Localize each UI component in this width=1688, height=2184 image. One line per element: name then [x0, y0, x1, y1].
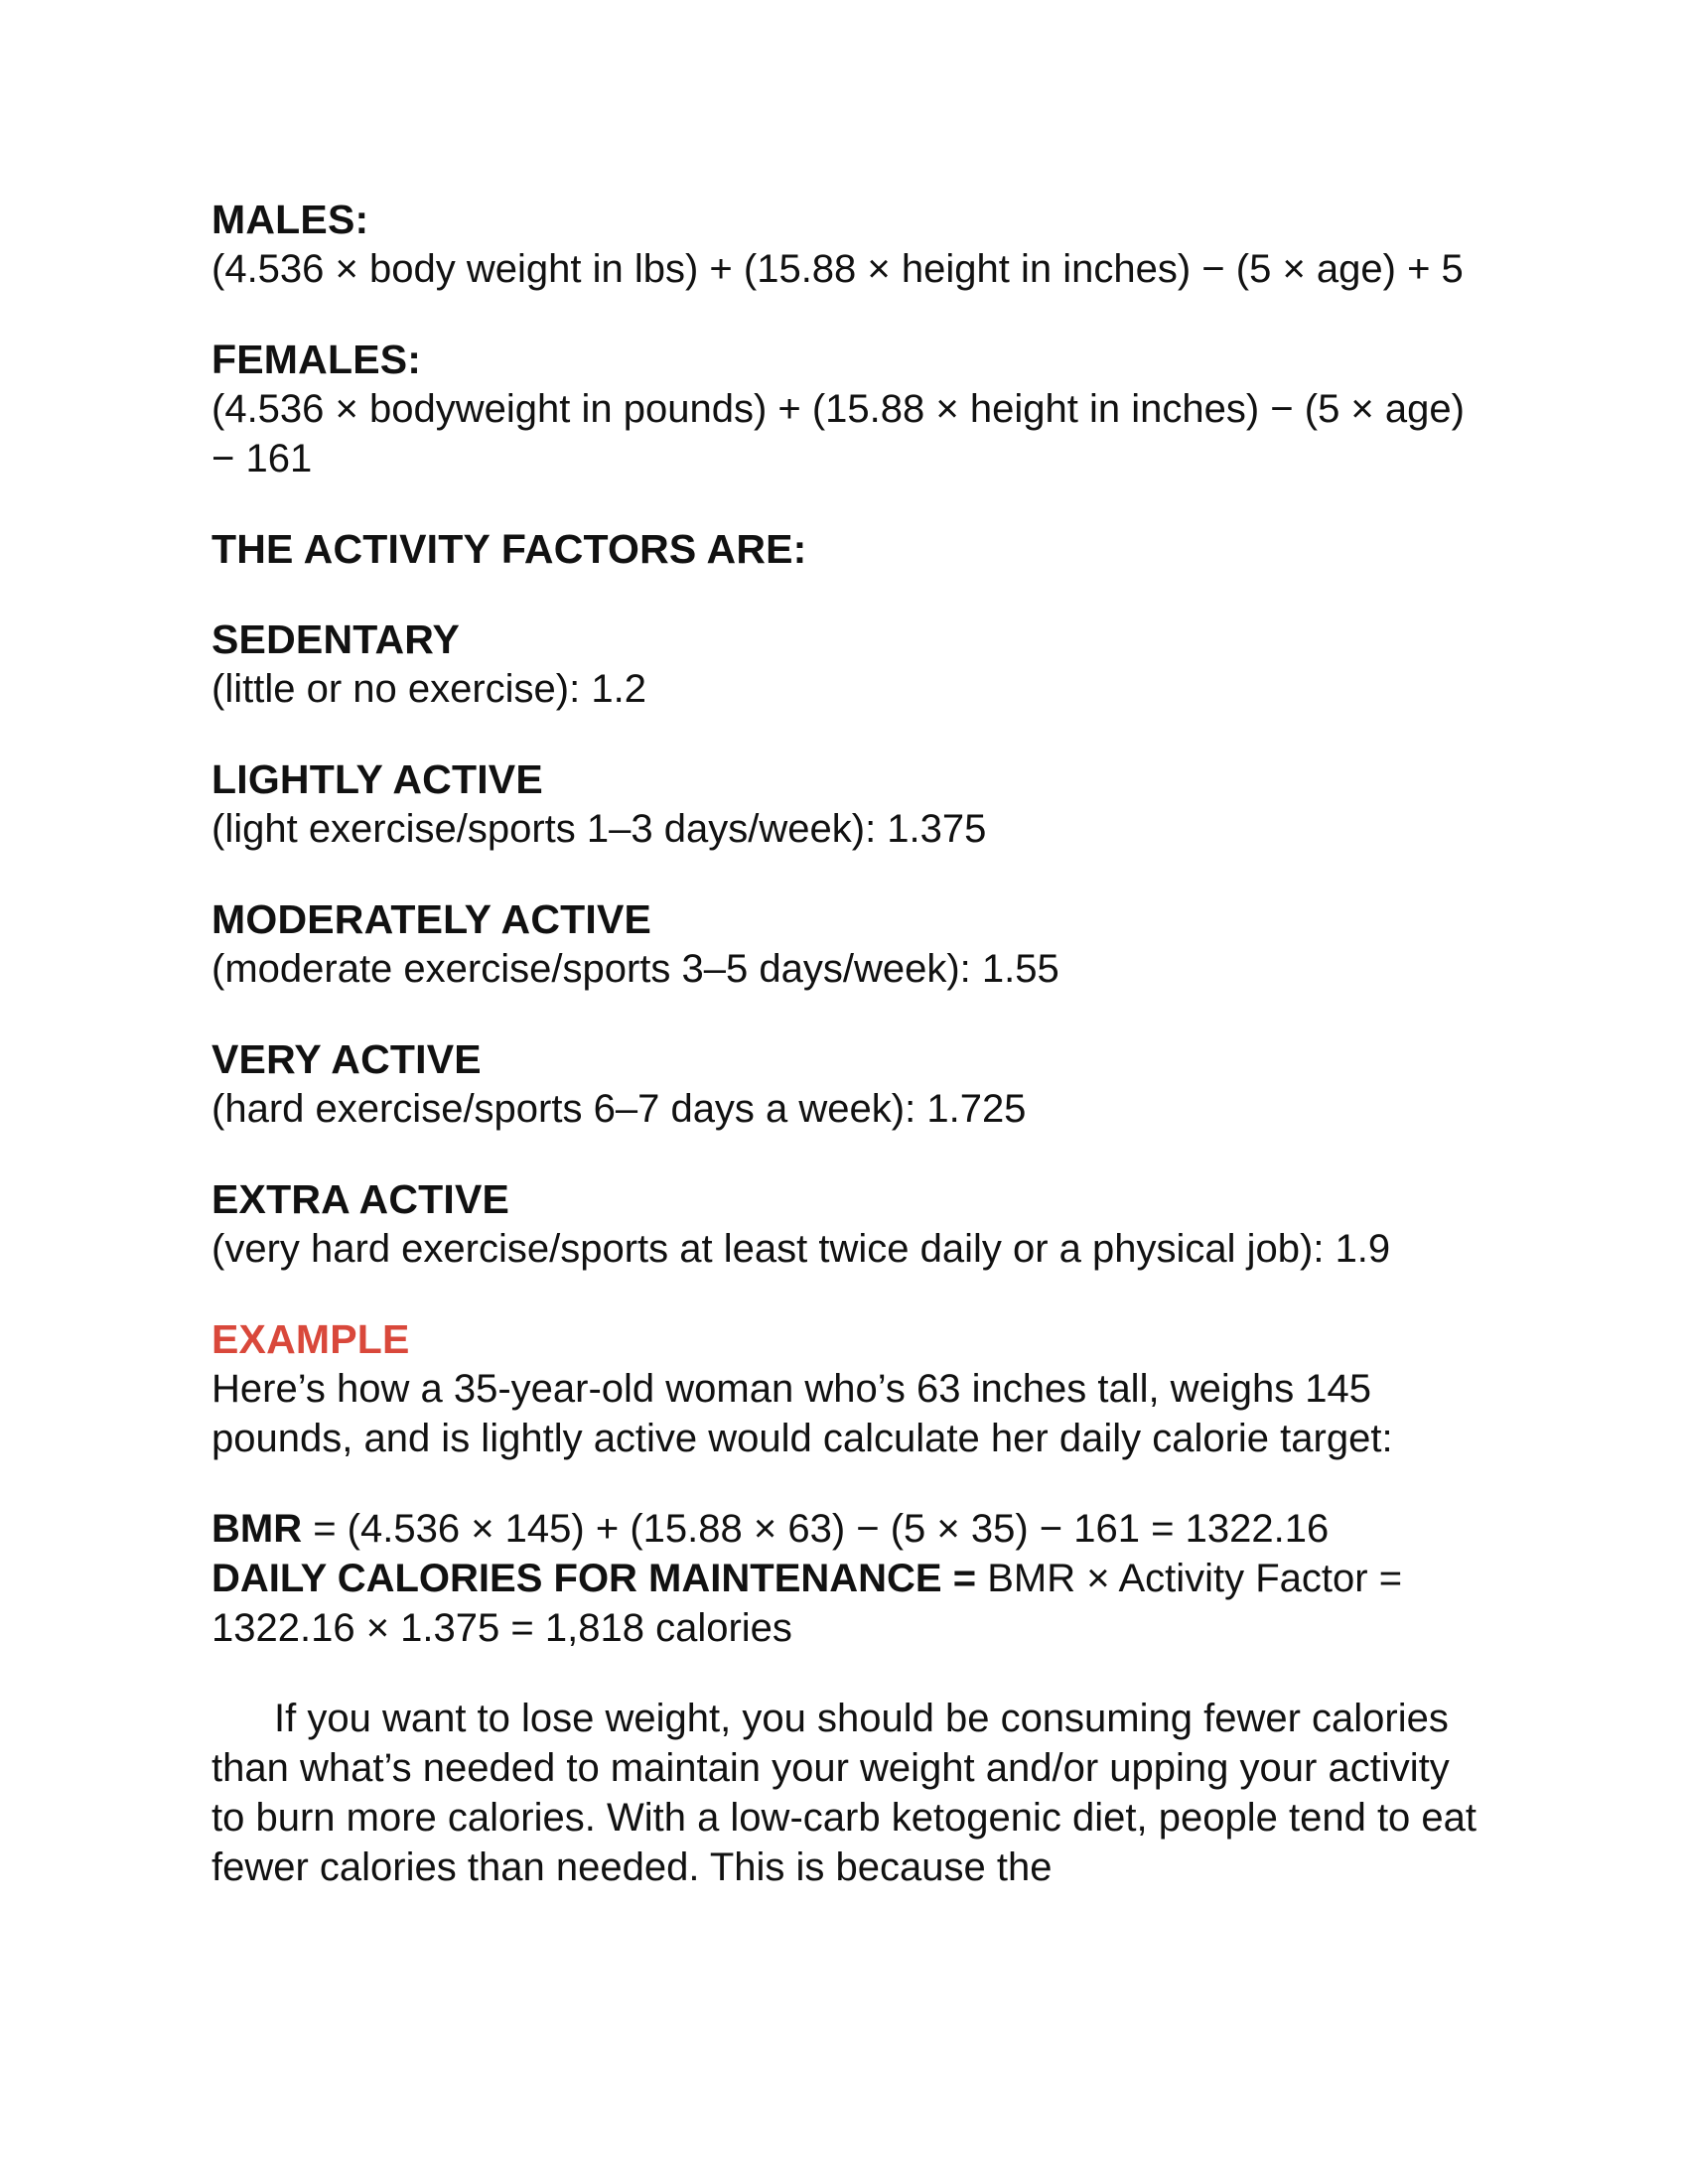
bmr-line — [211, 1504, 1492, 1554]
males-heading: MALES: — [211, 197, 369, 242]
bmr-label: BMR — [211, 1507, 303, 1551]
males-formula: (4.536 × body weight in lbs) + (15.88 × height in inches) − (5 × age) + 5 — [211, 247, 1464, 291]
females-formula: (4.536 × bodyweight in pounds) + (15.88 × height in inches) − (5 × age) − 161 — [211, 387, 1465, 480]
activity-level — [211, 614, 1492, 714]
activity-level-name: VERY ACTIVE — [211, 1036, 482, 1082]
maintenance-label: DAILY CALORIES FOR MAINTENANCE = — [211, 1557, 977, 1600]
activity-factors-heading: THE ACTIVITY FACTORS ARE: — [211, 526, 807, 572]
activity-level-desc: (light exercise/sports 1–3 days/week): 1.375 — [211, 807, 987, 851]
activity-level-name: EXTRA ACTIVE — [211, 1176, 510, 1222]
activity-level-desc: (very hard exercise/sports at least twice daily or a physical job): 1.9 — [211, 1227, 1391, 1271]
activity-level-name: MODERATELY ACTIVE — [211, 896, 652, 942]
example-heading: EXAMPLE — [211, 1316, 410, 1362]
females-heading: FEMALES: — [211, 337, 422, 382]
maintenance-calc: BMR × Activity Factor = 1322.16 × 1.375 = 1,818 calories — [211, 1557, 1403, 1650]
activity-level-desc: (hard exercise/sports 6–7 days a week): 1.725 — [211, 1087, 1027, 1131]
activity-level — [211, 754, 1492, 854]
body-paragraph: If you want to lose weight, you should be consuming fewer calories than what’s needed to maintain your weight and/or upping your activity to burn more calories. With a low-carb ketogenic diet, people tend to eat fewer calories than needed. This is because the — [211, 1697, 1477, 1889]
calculation-block — [211, 1504, 1492, 1653]
maintenance-line — [211, 1554, 1492, 1653]
activity-level — [211, 1034, 1492, 1134]
activity-level-name: SEDENTARY — [211, 616, 461, 662]
activity-level-desc: (little or no exercise): 1.2 — [211, 667, 646, 711]
females-section — [211, 335, 1492, 483]
bmr-calc: = (4.536 × 145) + (15.88 × 63) − (5 × 35) − 161 = 1322.16 — [302, 1507, 1330, 1551]
example-section — [211, 1314, 1492, 1463]
activity-level-desc: (moderate exercise/sports 3–5 days/week): 1.55 — [211, 947, 1059, 991]
males-section — [211, 195, 1492, 294]
activity-level-name: LIGHTLY ACTIVE — [211, 756, 543, 802]
example-intro: Here’s how a 35-year-old woman who’s 63 inches tall, weighs 145 pounds, and is lightly active would calculate her daily calorie target: — [211, 1367, 1393, 1460]
activity-level — [211, 1174, 1492, 1274]
activity-level — [211, 894, 1492, 994]
document-page — [211, 195, 1492, 1892]
